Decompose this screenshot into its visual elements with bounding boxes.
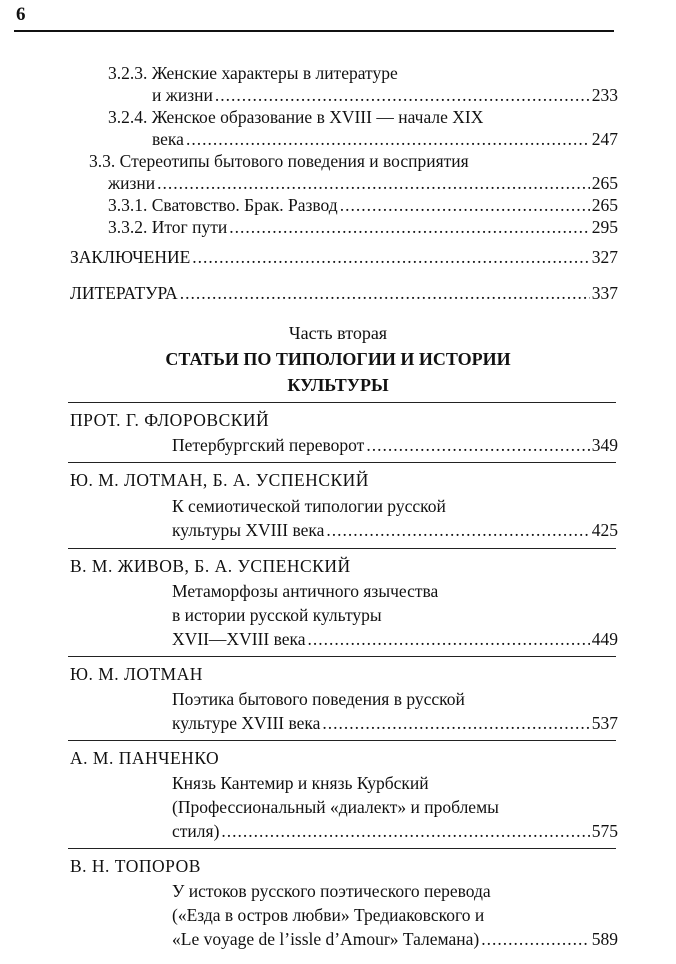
article-title-line xyxy=(172,517,618,543)
article-title-text: Метаморфозы античного язычества xyxy=(172,581,439,601)
part-title-line1: СТАТЬИ ПО ТИПОЛОГИИ И ИСТОРИИ xyxy=(165,349,511,369)
leader-dots xyxy=(192,244,589,270)
toc-entry-text: 3.3. Стереотипы бытового поведения и восприятия xyxy=(89,151,469,171)
article-title-text: в истории русской культуры xyxy=(172,605,382,625)
toc-entry-page: 295 xyxy=(591,217,618,237)
article-author: Ю. М. ЛОТМАН xyxy=(70,664,203,684)
article-page: 589 xyxy=(591,929,618,949)
toc-entry-text: жизни xyxy=(108,173,156,193)
toc-entry-line xyxy=(108,214,618,240)
part-label: Часть вторая xyxy=(288,323,388,343)
leader-dots xyxy=(322,710,589,736)
article-page: 425 xyxy=(591,520,618,540)
toc-entry-page: 265 xyxy=(591,173,618,193)
section-divider xyxy=(68,402,616,403)
article-title-line xyxy=(172,902,618,928)
toc-entry-text: и жизни xyxy=(152,85,213,105)
article-title-line xyxy=(172,770,618,796)
section-divider xyxy=(68,548,616,549)
leader-dots xyxy=(366,432,589,458)
article-title-text: XVII—XVIII века xyxy=(172,629,306,649)
article-title-text: Петербургский переворот xyxy=(172,435,365,455)
toc-section-page: 327 xyxy=(591,247,618,267)
toc-entry-text: 3.3.2. Итог пути xyxy=(108,217,228,237)
part-title-line2: КУЛЬТУРЫ xyxy=(287,375,389,395)
article-page: 575 xyxy=(591,821,618,841)
article-title-line xyxy=(172,710,618,736)
article-title-line xyxy=(172,926,618,952)
article-page: 449 xyxy=(591,629,618,649)
leader-dots xyxy=(308,626,590,652)
article-title-line xyxy=(172,878,618,904)
leader-dots xyxy=(229,214,590,240)
leader-dots xyxy=(481,926,590,952)
article-author: Ю. М. ЛОТМАН, Б. А. УСПЕНСКИЙ xyxy=(70,470,369,490)
article-title-line xyxy=(172,493,618,519)
section-divider xyxy=(68,848,616,849)
article-title-text: стиля) xyxy=(172,821,220,841)
article-title-text: культуре XVIII века xyxy=(172,713,321,733)
section-divider xyxy=(68,656,616,657)
toc-entry-text: 3.2.3. Женские характеры в литературе xyxy=(108,63,398,83)
article-title-line xyxy=(172,794,618,820)
article-title-text: Князь Кантемир и князь Курбский xyxy=(172,773,429,793)
article-page: 537 xyxy=(591,713,618,733)
article-title-line xyxy=(172,432,618,458)
section-divider xyxy=(68,462,616,463)
toc-entry-text: 3.2.4. Женское образование в XVIII — начале XIX xyxy=(108,107,484,127)
page-number: 6 xyxy=(16,4,26,25)
article-title-line xyxy=(172,602,618,628)
article-author: В. М. ЖИВОВ, Б. А. УСПЕНСКИЙ xyxy=(70,556,351,576)
toc-entry-page: 265 xyxy=(591,195,618,215)
article-title-text: У истоков русского поэтического перевода xyxy=(172,881,491,901)
leader-dots xyxy=(221,818,589,844)
article-title-line xyxy=(172,626,618,652)
toc-section-title: ЛИТЕРАТУРА xyxy=(70,283,178,303)
article-author: В. Н. ТОПОРОВ xyxy=(70,856,201,876)
article-title-text: «Le voyage de l’issle d’Amour» Талемана) xyxy=(172,929,480,949)
toc-entry-text: 3.3.1. Сватовство. Брак. Развод xyxy=(108,195,338,215)
toc-section-page: 337 xyxy=(591,283,618,303)
toc-section-title: ЗАКЛЮЧЕНИЕ xyxy=(70,247,191,267)
leader-dots xyxy=(326,517,589,543)
article-title-line xyxy=(172,578,618,604)
article-title-line xyxy=(172,686,618,712)
toc-entry-page: 247 xyxy=(591,129,618,149)
article-title-line xyxy=(172,818,618,844)
article-title-text: («Езда в остров любви» Тредиаковского и xyxy=(172,905,485,925)
article-title-text: Поэтика бытового поведения в русской xyxy=(172,689,465,709)
toc-section-line xyxy=(70,280,618,306)
toc-entry-text: века xyxy=(152,129,184,149)
toc-section-line xyxy=(70,244,618,270)
article-page: 349 xyxy=(591,435,618,455)
leader-dots xyxy=(180,280,590,306)
section-divider xyxy=(68,740,616,741)
article-author: А. М. ПАНЧЕНКО xyxy=(70,748,220,768)
article-author: ПРОТ. Г. ФЛОРОВСКИЙ xyxy=(70,410,270,430)
toc-entry-page: 233 xyxy=(591,85,618,105)
article-title-text: культуры XVIII века xyxy=(172,520,325,540)
article-title-text: (Профессиональный «диалект» и проблемы xyxy=(172,797,499,817)
article-title-text: К семиотической типологии русской xyxy=(172,496,446,516)
